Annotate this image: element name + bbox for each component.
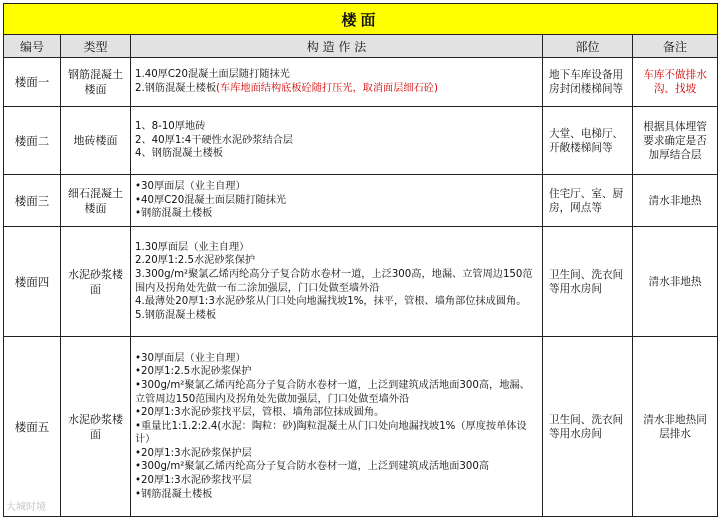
- method-line: •重量比1:1.2:2.4(水泥：陶粒：砂)陶粒混凝土从门口处向地漏找坡1%（厚度按单体设计）: [135, 420, 527, 446]
- title-row: [4, 4, 718, 35]
- method-line: 1.30厚面层（业主自理）: [135, 241, 250, 253]
- method-line: 4、钢筋混凝土楼板: [135, 148, 223, 160]
- method-warning-text: (车库地面结构底板砼随打压光，取消面层细石砼): [216, 83, 438, 94]
- row-note: 清水非地热: [633, 175, 718, 227]
- method-line: •300g/m²聚氯乙烯丙纶高分子复合防水卷材一道，上泛到建筑成活地面300高: [135, 461, 490, 473]
- row-location: 卫生间、洗衣间等用水房间: [543, 227, 633, 337]
- row-type: 钢筋混凝土楼面: [61, 58, 131, 107]
- row-id: 楼面三: [4, 175, 61, 227]
- row-type: 水泥砂浆楼面: [61, 227, 131, 337]
- row-method: [131, 58, 543, 107]
- watermark-text: 大城时境: [6, 502, 46, 513]
- table-row: [4, 227, 718, 337]
- row-location: 住宅厅、室、厨房，网点等: [543, 175, 633, 227]
- table-title: 楼面: [4, 4, 718, 35]
- row-location: 地下车库设备用房封闭楼梯间等: [543, 58, 633, 107]
- table-row: [4, 175, 718, 227]
- method-line: •20厚1:3水泥砂浆找平层，管根、墙角部位抹成圆角。: [135, 407, 385, 419]
- row-method: [131, 227, 543, 337]
- row-note: 根据具体埋管要求确定是否加厚结合层: [633, 107, 718, 175]
- header-method: 构 造 作 法: [131, 35, 543, 58]
- method-line: •300g/m²聚氯乙烯丙纶高分子复合防水卷材一道，上泛到建筑成活地面300高，地漏、立管周边150范围内及拐角处先做加强层，门口处做至墙外沿: [135, 379, 530, 405]
- method-line: •30厚面层（业主自理）: [135, 352, 246, 364]
- floor-spec-table: [3, 3, 718, 517]
- method-line: •20厚1:2.5水泥砂浆保护: [135, 366, 252, 378]
- method-line: 1、8-10厚地砖: [135, 121, 206, 133]
- row-id: 楼面五: [4, 337, 61, 517]
- row-note: 清水非地热同层排水: [633, 337, 718, 517]
- row-type: 细石混凝土楼面: [61, 175, 131, 227]
- row-location: 卫生间、洗衣间等用水房间: [543, 337, 633, 517]
- method-line-part: 2.钢筋混凝土楼板: [135, 83, 217, 94]
- method-line: •钢筋混凝土楼板: [135, 488, 213, 500]
- method-line: 1.40厚C20混凝土面层随打随抹光: [135, 69, 290, 81]
- row-location: 大堂、电梯厅、开敞楼梯间等: [543, 107, 633, 175]
- row-method: [131, 337, 543, 517]
- row-id: 楼面一: [4, 58, 61, 107]
- method-line: 3.300g/m²聚氯乙烯丙纶高分子复合防水卷材一道，上泛300高，地漏、立管周边150范围内及拐角处先做一布二涂加强层，门口处做至墙外沿: [135, 268, 533, 294]
- row-type: 地砖楼面: [61, 107, 131, 175]
- row-id: 楼面二: [4, 107, 61, 175]
- method-line: 2、40厚1:4干硬性水泥砂浆结合层: [135, 134, 294, 146]
- method-line: •40厚C20混凝土面层随打随抹光: [135, 194, 287, 206]
- row-method: [131, 107, 543, 175]
- header-row: [4, 35, 718, 58]
- row-note: 车库不做排水沟、找坡: [633, 58, 718, 107]
- method-line: •30厚面层（业主自理）: [135, 181, 246, 193]
- header-note: 备注: [633, 35, 718, 58]
- table-row: [4, 58, 718, 107]
- row-method: [131, 175, 543, 227]
- method-line: •20厚1:3水泥砂浆找平层: [135, 475, 252, 487]
- method-line: 4.最薄处20厚1:3水泥砂浆从门口处向地漏找坡1%，抹平，管根、墙角部位抹成圆角。: [135, 296, 527, 308]
- header-location: 部位: [543, 35, 633, 58]
- row-id: 楼面四: [4, 227, 61, 337]
- row-type: 水泥砂浆楼面: [61, 337, 131, 517]
- row-note: 清水非地热: [633, 227, 718, 337]
- method-line: [135, 82, 538, 96]
- method-line: •钢筋混凝土楼板: [135, 208, 213, 220]
- header-type: 类型: [61, 35, 131, 58]
- method-line: •20厚1:3水泥砂浆保护层: [135, 447, 252, 459]
- method-line: 5.钢筋混凝土楼板: [135, 309, 217, 321]
- header-id: 编号: [4, 35, 61, 58]
- table-row: [4, 337, 718, 517]
- method-line: 2.20厚1:2.5水泥砂浆保护: [135, 255, 256, 267]
- table-row: [4, 107, 718, 175]
